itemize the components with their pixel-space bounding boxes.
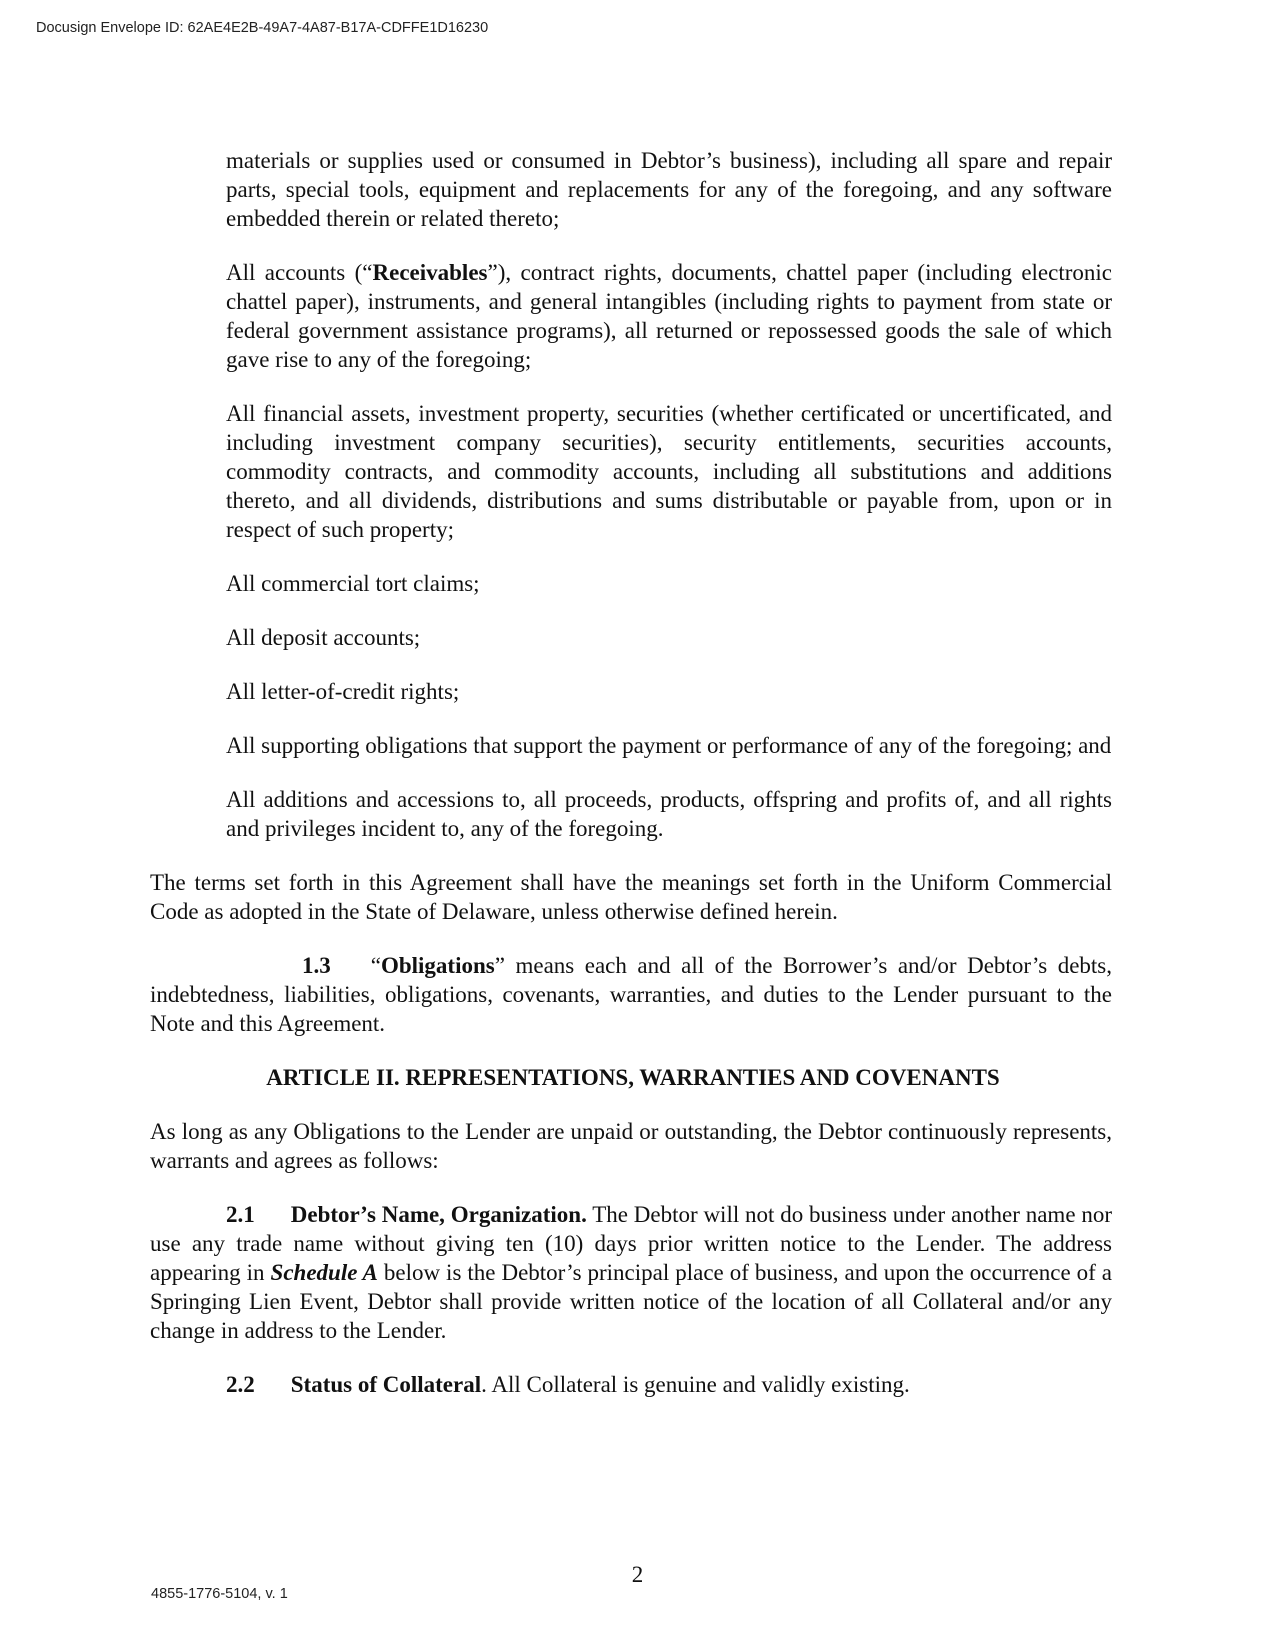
section-title: Status of Collateral [290, 1372, 482, 1397]
section-number: 1.3 [302, 953, 331, 978]
section-title: Debtor’s Name, Organization. [290, 1202, 587, 1227]
docusign-envelope-id: Docusign Envelope ID: 62AE4E2B-49A7-4A87-B17A-CDFFE1D16230 [36, 20, 489, 36]
page-number: 2 [631, 1562, 644, 1587]
collateral-item-supporting-obligations: All supporting obligations that support the payment or performance of any of the foregoing; and [226, 733, 1112, 758]
document-id: 4855-1776-5104, v. 1 [151, 1586, 288, 1602]
section-2-2: 2.2 Status of Collateral. All Collateral is genuine and validly existing. [226, 1372, 910, 1397]
article-heading: ARTICLE II. REPRESENTATIONS, WARRANTIES AND COVENANTS [266, 1065, 1000, 1090]
document-body [150, 146, 1112, 1424]
collateral-item-deposit-accounts: All deposit accounts; [226, 625, 421, 650]
collateral-item-additions: All additions and accessions to, all proceeds, products, offspring and profits of, and all rights and privileges incident to, any of the foregoing. [226, 787, 1112, 841]
defined-term-receivables: Receivables [372, 260, 488, 285]
section-1-3: 1.3 “Obligations” means each and all of the Borrower’s and/or Debtor’s debts, indebtedness, liabilities, obligations, covenants, warranties, and duties to the Lender pursuant to the Note and this Agreement. [150, 953, 1112, 1036]
section-number: 2.1 [226, 1202, 255, 1227]
collateral-item-receivables: All accounts (“Receivables”), contract rights, documents, chattel paper (including electronic chattel paper), instruments, and general intangibles (including rights to payment from state or federal government assistance programs), all returned or repossessed goods the sale of which gave rise to any of the foregoing; [226, 260, 1113, 372]
schedule-a-reference: Schedule A [270, 1260, 378, 1285]
collateral-item-letter-of-credit: All letter-of-credit rights; [226, 679, 460, 704]
section-number: 2.2 [226, 1372, 255, 1397]
collateral-item-materials: materials or supplies used or consumed in Debtor’s business), including all spare and repair parts, special tools, equipment and replacements for any of the foregoing, and any software embedded therein or related thereto; [226, 148, 1112, 231]
terms-paragraph: The terms set forth in this Agreement shall have the meanings set forth in the Uniform Commercial Code as adopted in the State of Delaware, unless otherwise defined herein. [150, 870, 1112, 924]
section-2-1: 2.1 Debtor’s Name, Organization. The Debtor will not do business under another name nor use any trade name without giving ten (10) days prior written notice to the Lender. The address appearing in Schedule A below is the Debtor’s principal place of business, and upon the occurrence of a Springing Lien Event, Debtor shall provide written notice of the location of all Collateral and/or any change in address to the Lender. [150, 1202, 1112, 1343]
article-intro: As long as any Obligations to the Lender are unpaid or outstanding, the Debtor continuously represents, warrants and agrees as follows: [150, 1119, 1112, 1173]
collateral-item-financial-assets: All financial assets, investment property, securities (whether certificated or uncertificated, and including investment company securities), security entitlements, securities accounts, commodity contracts, and commodity accounts, including all substitutions and additions thereto, and all dividends, distributions and sums distributable or payable from, upon or in respect of such property; [226, 401, 1112, 542]
collateral-item-tort-claims: All commercial tort claims; [226, 571, 480, 596]
defined-term-obligations: Obligations [380, 953, 495, 978]
